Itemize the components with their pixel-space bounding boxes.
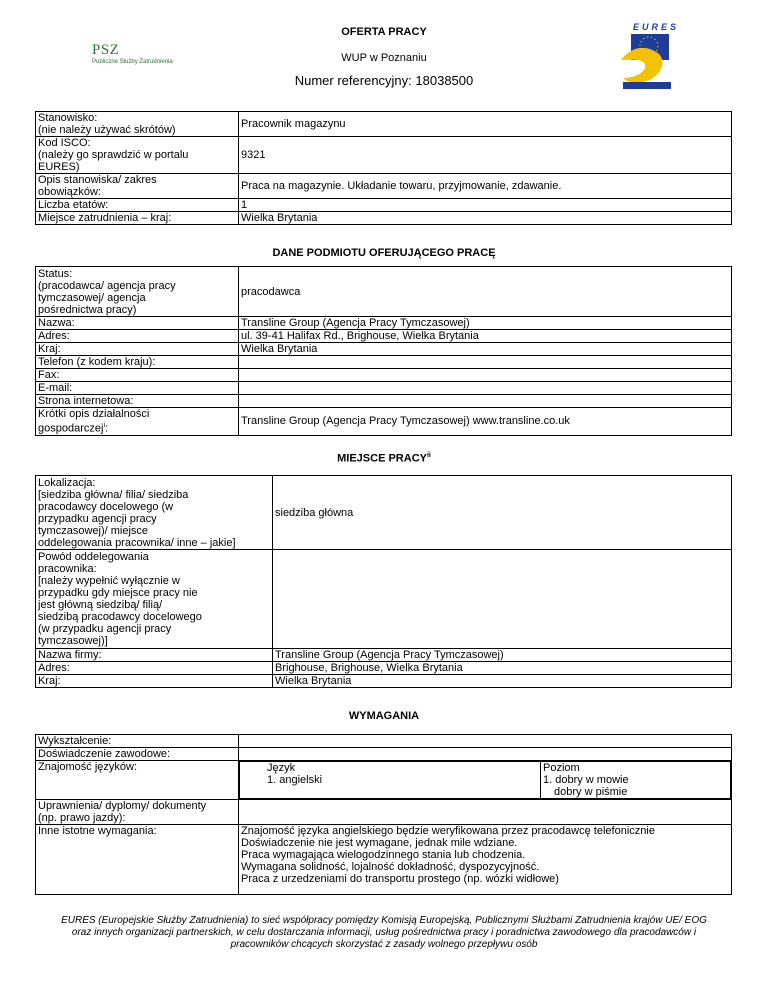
level-header: Poziom: [543, 762, 580, 774]
table-row: [36, 748, 732, 761]
licenses-value: [239, 800, 732, 825]
status-label: Status: (pracodawca/ agencja pracy tymczasowej/ agencja pośrednictwa pracy): [36, 267, 239, 317]
table-row: [36, 761, 732, 800]
table-row: [36, 343, 732, 356]
website-value: [239, 395, 732, 408]
workplace-section-title: [0, 452, 768, 465]
position-value: Pracownik magazynu: [239, 112, 732, 137]
table-row: [36, 800, 732, 825]
positions-count-label: Liczba etatów:: [36, 199, 239, 212]
language-value: 1. angielski: [267, 774, 323, 786]
location-label: Lokalizacja: [siedziba główna/ filia/ siedziba pracodawcy docelowego (w przypadku agencji pracy tymczasowej)/ miejsce oddelegowania pracownika/ inne – jakie]: [36, 476, 273, 550]
table-row: [36, 330, 732, 343]
workplace-address-value: Brighouse, Brighouse, Wielka Brytania: [273, 662, 732, 675]
workplace-country-value: Wielka Brytania: [273, 675, 732, 688]
website-label: Strona internetowa:: [36, 395, 239, 408]
table-row: [36, 356, 732, 369]
activity-value: Transline Group (Agencja Pracy Tymczasowej) www.transline.co.uk: [239, 408, 732, 436]
position-label: Stanowisko: (nie należy używać skrótów): [36, 112, 239, 137]
phone-label: Telefon (z kodem kraju):: [36, 356, 239, 369]
table-row: [36, 735, 732, 748]
table-row: [36, 675, 732, 688]
employer-address-label: Adres:: [36, 330, 239, 343]
table-row: [36, 550, 732, 649]
employer-section-title: DANE PODMIOTU OFERUJĄCEGO PRACĘ: [272, 247, 496, 259]
languages-label: Znajomość języków:: [36, 761, 239, 800]
phone-value: [239, 356, 732, 369]
table-row: [36, 382, 732, 395]
table-row: [36, 137, 732, 174]
document-title: OFERTA PRACY: [341, 26, 427, 38]
employer-table: [35, 266, 732, 436]
table-row: [36, 369, 732, 382]
status-value: pracodawca: [239, 267, 732, 317]
workplace-table: [35, 475, 732, 688]
languages-value: [239, 761, 732, 800]
relocation-reason-label: Powód oddelegowania pracownika: [należy wypełnić wyłącznie w przypadku gdy miejsce pracy nie jest główną siedzibą/ filią/ siedzibą pracodawcy docelowego (w przypadku agencji pracy tymczasowej)]: [36, 550, 273, 649]
requirements-table: [35, 734, 732, 895]
workplace-section-title-text: MIEJSCE PRACY: [337, 452, 427, 465]
other-requirements-value: Znajomość języka angielskiego będzie weryfikowana przez pracodawcę telefonicznie Doświadczenie nie jest wymagane, jednak mile wdziane. Praca wymagająca wielogodzinnego stania lub chodzenia. Wymagana solidność, lojalność dokładność, dyspozycyjność. Praca z urzedzeniami do transportu prostego (np. wózki widłowe): [239, 825, 732, 895]
table-row: [36, 267, 732, 317]
fax-value: [239, 369, 732, 382]
company-name-value: Transline Group (Agencja Pracy Tymczasowej): [273, 649, 732, 662]
table-row: [36, 174, 732, 199]
table-row: [36, 395, 732, 408]
isco-label: Kod ISCO: (należy go sprawdzić w portalu EURES): [36, 137, 239, 174]
reference-value: 18038500: [415, 73, 474, 88]
psz-logo-subtitle: Publiczne Służby Zatrudnienia: [92, 59, 173, 65]
language-header: Język: [267, 762, 296, 774]
table-row: [36, 199, 732, 212]
employer-country-label: Kraj:: [36, 343, 239, 356]
company-name-label: Nazwa firmy:: [36, 649, 273, 662]
licenses-label: Uprawnienia/ dyplomy/ dokumenty (np. prawo jazdy):: [36, 800, 239, 825]
other-requirements-label: Inne istotne wymagania:: [36, 825, 239, 895]
workplace-country-label: Kraj:: [36, 675, 273, 688]
reference-label: Numer referencyjny:: [294, 73, 412, 88]
footer-text: EURES (Europejskie Służby Zatrudnienia) to sieć współpracy pomiędzy Komisją Europejską, Publicznymi Służbami Zatrudnienia krajów UE/ EOG oraz innych organizacji partnerskich, w celu dostarczania informacji, usług pośrednictwa pracy i poradnictwa zawodowego dla pracodawców i pracowników chcących skorzystać z zasady wolnego przepływu osób: [61, 915, 707, 950]
psz-logo-abbr: PSZ: [92, 42, 120, 58]
job-country-value: Wielka Brytania: [239, 212, 732, 225]
languages-subtable: [239, 761, 731, 799]
level-value-writing: dobry w piśmie: [554, 786, 628, 798]
positions-count-value: 1: [239, 199, 732, 212]
fax-label: Fax:: [36, 369, 239, 382]
email-value: [239, 382, 732, 395]
activity-footnote-mark: i: [103, 422, 105, 429]
education-label: Wykształcenie:: [36, 735, 239, 748]
employer-address-value: ul. 39-41 Halifax Rd., Brighouse, Wielka Brytania: [239, 330, 732, 343]
requirements-section-title: WYMAGANIA: [348, 710, 420, 722]
relocation-reason-value: [273, 550, 732, 649]
table-row: [36, 408, 732, 436]
job-table: [35, 111, 732, 225]
employer-name-value: Transline Group (Agencja Pracy Tymczasowej): [239, 317, 732, 330]
eures-logo: [615, 20, 683, 92]
description-label: Opis stanowiska/ zakres obowiązków:: [36, 174, 239, 199]
table-row: [36, 476, 732, 550]
workplace-address-label: Adres:: [36, 662, 273, 675]
office-name: WUP w Poznaniu: [341, 52, 427, 64]
eures-logo-text: EURES: [633, 22, 680, 32]
employer-country-value: Wielka Brytania: [239, 343, 732, 356]
table-row: [36, 649, 732, 662]
table-row: [36, 825, 732, 895]
table-row: [36, 317, 732, 330]
job-country-label: Miejsce zatrudnienia – kraj:: [36, 212, 239, 225]
activity-label: Krótki opis działalności gospodarczej$^i$:: [36, 408, 239, 436]
table-row: [36, 212, 732, 225]
description-value: Praca na magazynie. Układanie towaru, przyjmowanie, zdawanie.: [239, 174, 732, 199]
experience-label: Doświadczenie zawodowe:: [36, 748, 239, 761]
employer-name-label: Nazwa:: [36, 317, 239, 330]
isco-value: 9321: [239, 137, 732, 174]
psz-logo: [92, 42, 173, 65]
activity-label-text: Krótki opis działalności gospodarczej: [38, 408, 150, 435]
experience-value: [239, 748, 732, 761]
education-value: [239, 735, 732, 748]
language-column: [240, 762, 541, 799]
table-row: [36, 112, 732, 137]
email-label: E-mail:: [36, 382, 239, 395]
table-row: [36, 662, 732, 675]
workplace-footnote-mark: ii: [426, 452, 431, 459]
level-column: [541, 762, 731, 799]
level-value-speaking: 1. dobry w mowie: [543, 774, 629, 786]
location-value: siedziba główna: [273, 476, 732, 550]
